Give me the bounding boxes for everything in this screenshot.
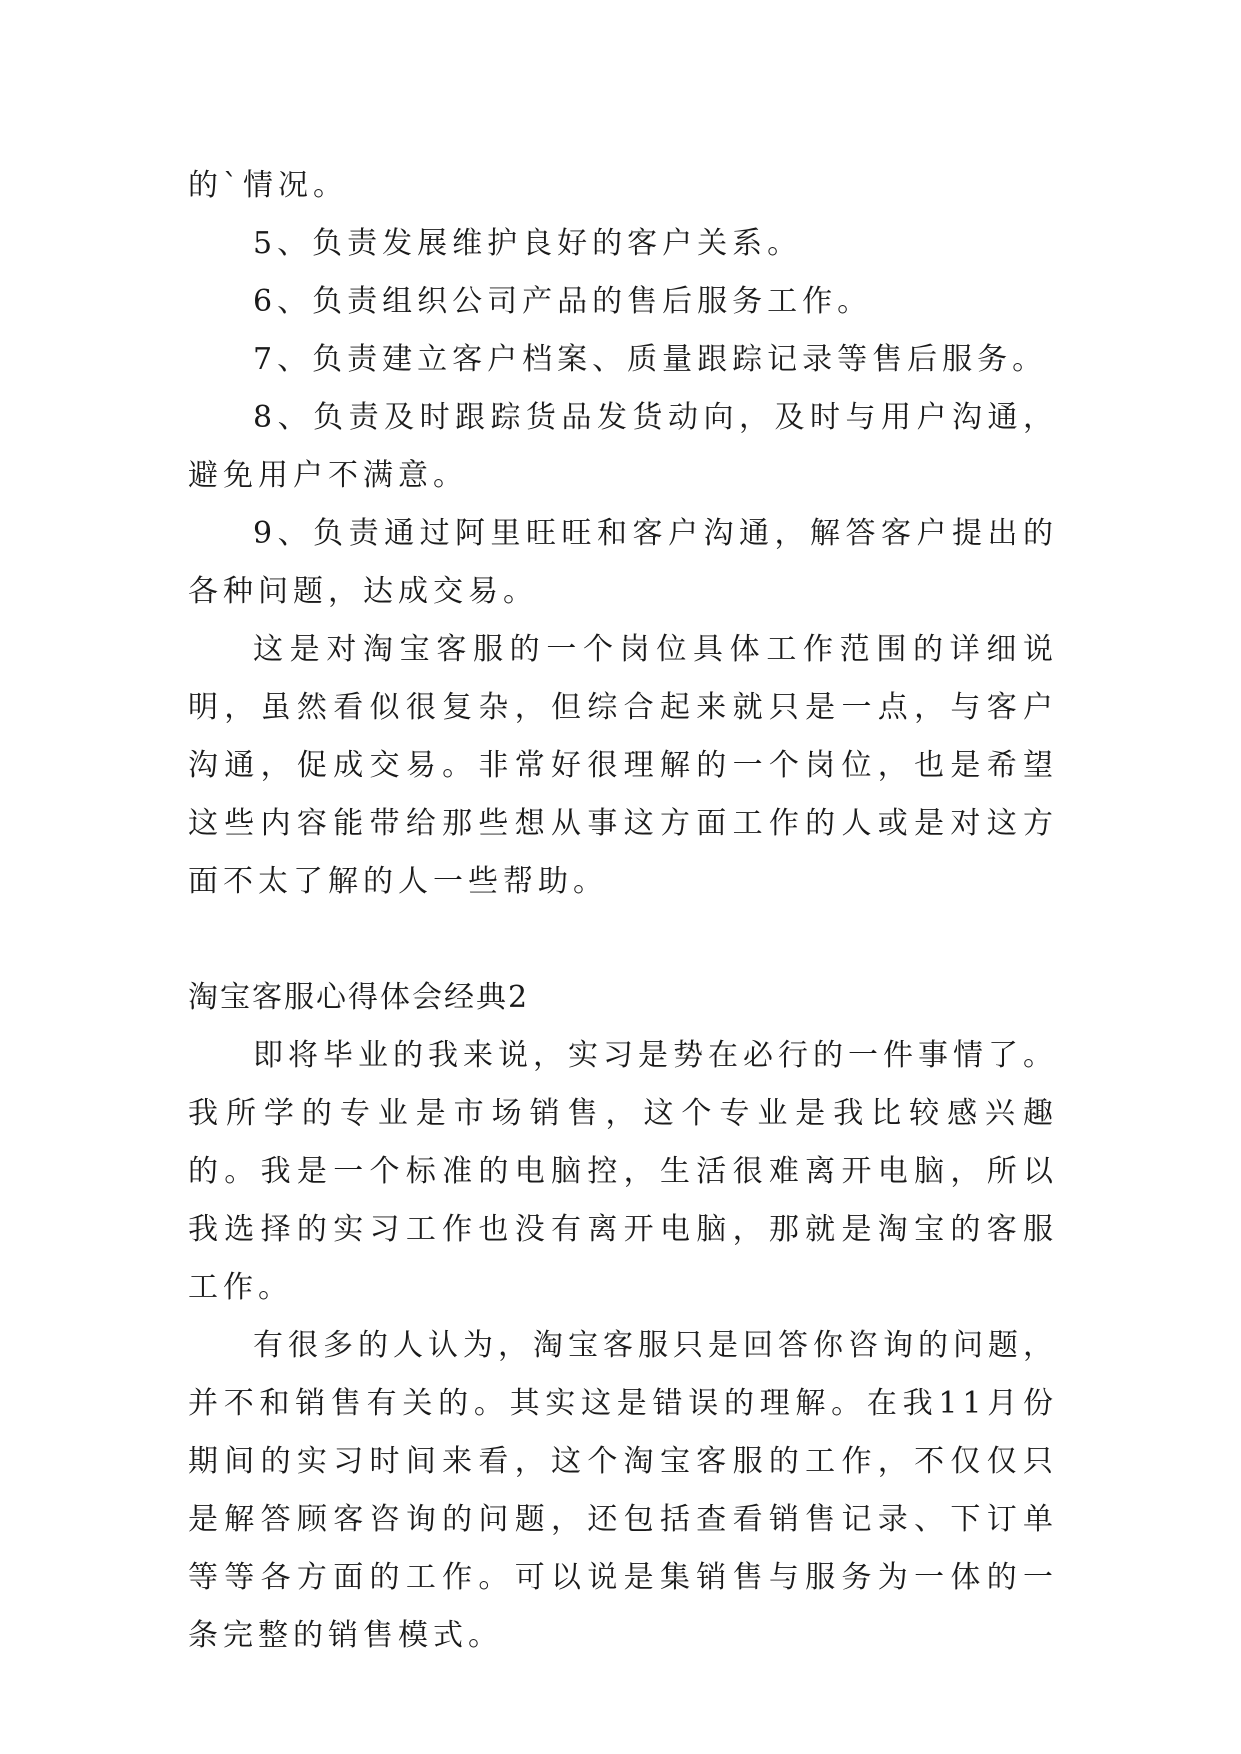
list-item-7: 7、负责建立客户档案、质量跟踪记录等售后服务。 — [253, 342, 1048, 377]
section-paragraph-1: 即将毕业的我来说，实习是势在必行的一件事情了。我所学的专业是市场销售，这个专业是我比较感兴趣的。我是一个标准的电脑控，生活很难离开电脑，所以我选择的实习工作也没有离开电脑，那就是淘宝的客服工作。 — [188, 1038, 1058, 1305]
section-title: 淘宝客服心得体会经典2 — [188, 980, 530, 1015]
list-item-6: 6、负责组织公司产品的售后服务工作。 — [253, 284, 873, 319]
paragraph-continued: 的`情况。 — [188, 168, 348, 203]
document-body — [188, 157, 1058, 1665]
summary-paragraph: 这是对淘宝客服的一个岗位具体工作范围的详细说明，虽然看似很复杂，但综合起来就只是一点，与客户沟通，促成交易。非常好很理解的一个岗位，也是希望这些内容能带给那些想从事这方面工作的人或是对这方面不太了解的人一些帮助。 — [188, 632, 1058, 899]
list-item-5: 5、负责发展维护良好的客户关系。 — [253, 226, 803, 261]
section-paragraph-2: 有很多的人认为，淘宝客服只是回答你咨询的问题，并不和销售有关的。其实这是错误的理解。在我11月份期间的实习时间来看，这个淘宝客服的工作，不仅仅只是解答顾客咨询的问题，还包括查看销售记录、下订单等等各方面的工作。可以说是集销售与服务为一体的一条完整的销售模式。 — [188, 1328, 1058, 1653]
list-item-8: 8、负责及时跟踪货品发货动向，及时与用户沟通，避免用户不满意。 — [188, 400, 1058, 493]
list-item-9: 9、负责通过阿里旺旺和客户沟通，解答客户提出的各种问题，达成交易。 — [188, 516, 1058, 609]
